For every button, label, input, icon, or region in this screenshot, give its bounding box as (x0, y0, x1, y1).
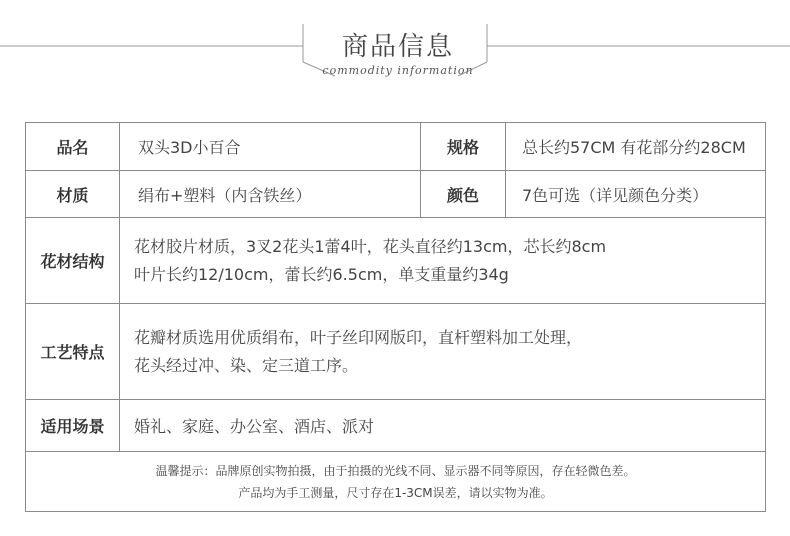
label-material: 材质 (56, 185, 89, 205)
craft-line-1: 花瓣材质选用优质绢布，叶子丝印网版印，直杆塑料加工处理， (134, 327, 583, 347)
page-title: 商品信息 (341, 32, 454, 62)
craft-line-2: 花头经过冲、染、定三道工序。 (134, 355, 359, 375)
label-spec: 规格 (420, 123, 505, 170)
notice-line-2: 产品均为手工测量，尺寸存在1-3CM误差，请以实物为准。 (238, 485, 553, 500)
value-name: 双头3D小百合 (119, 123, 420, 170)
spec-table (25, 122, 766, 512)
label-craft: 工艺特点 (40, 343, 105, 362)
structure-line-2: 叶片长约12/10cm，蕾长约6.5cm，单支重量约34g (134, 264, 509, 284)
table-row (26, 217, 765, 303)
table-row (26, 303, 765, 399)
table-row (26, 123, 765, 170)
label-structure: 花材结构 (40, 252, 105, 271)
label-name: 品名 (56, 138, 89, 157)
label-scenes: 适用场景 (40, 417, 105, 436)
value-material: 绢布+塑料（内含铁丝） (119, 171, 420, 217)
notice-line-1: 温馨提示：品牌原创实物拍摄，由于拍摄的光线不同、显示器不同等原因，存在轻微色差。 (155, 463, 636, 478)
page-subtitle: commodity information (322, 64, 474, 77)
value-structure (119, 218, 765, 303)
notice-row (26, 451, 765, 511)
section-header (0, 0, 790, 100)
value-craft (119, 304, 765, 399)
table-row (26, 399, 765, 451)
value-scenes: 婚礼、家庭、办公室、酒店、派对 (119, 400, 765, 451)
value-spec: 总长约57CM 有花部分约28CM (505, 123, 765, 170)
structure-line-1: 花材胶片材质，3叉2花头1蕾4叶，花头直径约13cm，芯长约8cm (134, 236, 607, 256)
value-color: 7色可选（详见颜色分类） (505, 171, 765, 217)
label-color: 颜色 (420, 171, 505, 217)
table-row (26, 170, 765, 217)
